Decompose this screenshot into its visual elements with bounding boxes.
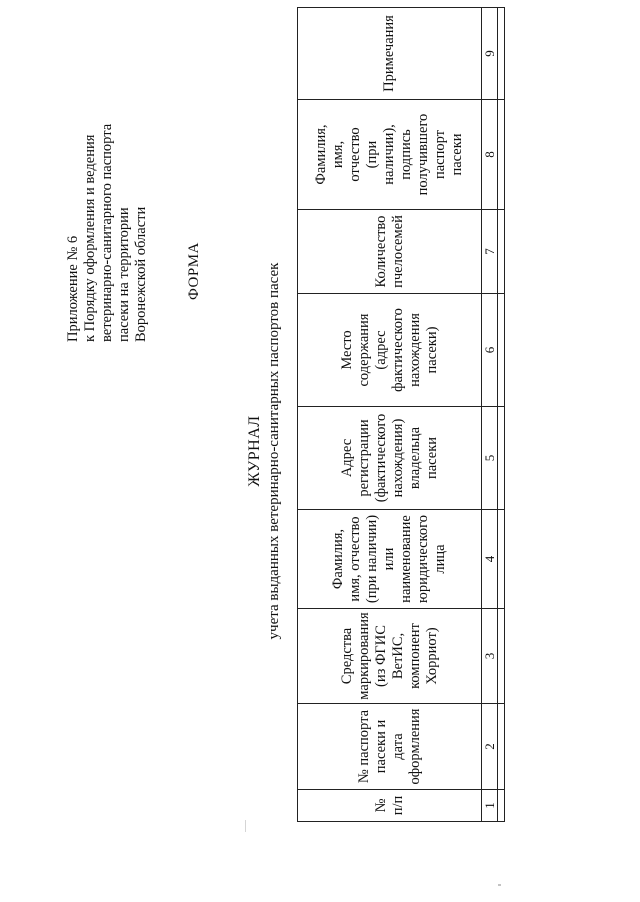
appendix-note xyxy=(65,42,150,342)
empty-cell xyxy=(498,100,505,210)
header-cell-text: № паспорта пасеки и дата оформления xyxy=(355,708,423,785)
header-cell-colonies xyxy=(298,210,482,294)
empty-cell xyxy=(498,8,505,100)
header-cell-text: Адрес регистрации (фактического нахождения) владельца пасеки xyxy=(338,413,440,503)
header-cell-recipient xyxy=(298,100,482,210)
journal-title: ЖУРНАЛ xyxy=(246,415,263,487)
header-cell-text: Фамилия, имя, отчество (при наличии), подпись получившего паспорт пасеки xyxy=(313,113,465,196)
empty-cell xyxy=(498,210,505,294)
column-number: 1 xyxy=(482,790,498,822)
column-number: 2 xyxy=(482,704,498,790)
header-cell-notes xyxy=(298,8,482,100)
header-cell-text: Фамилия, имя, отчество (при наличии) или наименование юридического лица xyxy=(330,514,448,604)
appendix-line: Воронежской области xyxy=(133,206,149,342)
scan-speck xyxy=(498,884,501,886)
header-cell-text: Средства маркирования (из ФГИС ВетИС, компонент Хорриот) xyxy=(338,612,440,700)
table-empty-row xyxy=(498,8,505,822)
empty-cell xyxy=(498,609,505,704)
header-cell-text: Место содержания (адрес фактического нахождения пасеки) xyxy=(338,308,440,392)
header-cell-text: Количество пчелосемей xyxy=(372,215,406,288)
column-number: 4 xyxy=(482,510,498,609)
column-number: 8 xyxy=(482,100,498,210)
column-number: 5 xyxy=(482,407,498,510)
empty-cell xyxy=(498,790,505,822)
header-cell-text: Примечания xyxy=(381,15,397,92)
column-number: 9 xyxy=(482,8,498,100)
appendix-line: к Порядку оформления и ведения xyxy=(82,134,98,342)
header-cell-owner xyxy=(298,510,482,609)
appendix-line: ветеринарно-санитарного паспорта xyxy=(99,123,115,342)
header-cell-address xyxy=(298,407,482,510)
header-cell-location xyxy=(298,294,482,407)
table-numbers-row xyxy=(482,8,498,822)
empty-cell xyxy=(498,510,505,609)
scan-speck xyxy=(245,820,246,832)
column-number: 6 xyxy=(482,294,498,407)
column-number: 3 xyxy=(482,609,498,704)
table-header-row xyxy=(298,8,482,822)
column-number: 7 xyxy=(482,210,498,294)
form-label: ФОРМА xyxy=(186,242,202,300)
empty-cell xyxy=(498,294,505,407)
empty-cell xyxy=(498,407,505,510)
empty-cell xyxy=(498,704,505,790)
appendix-line: пасеки на территории xyxy=(116,207,132,342)
header-cell-marking xyxy=(298,609,482,704)
header-cell-passport xyxy=(298,704,482,790)
header-cell-number xyxy=(298,790,482,822)
header-cell-text: № п/п xyxy=(372,795,406,816)
journal-table xyxy=(297,7,505,822)
appendix-line: Приложение № 6 xyxy=(65,235,81,342)
journal-subtitle: учета выданных ветеринарно-санитарных паспортов пасек xyxy=(266,262,282,640)
